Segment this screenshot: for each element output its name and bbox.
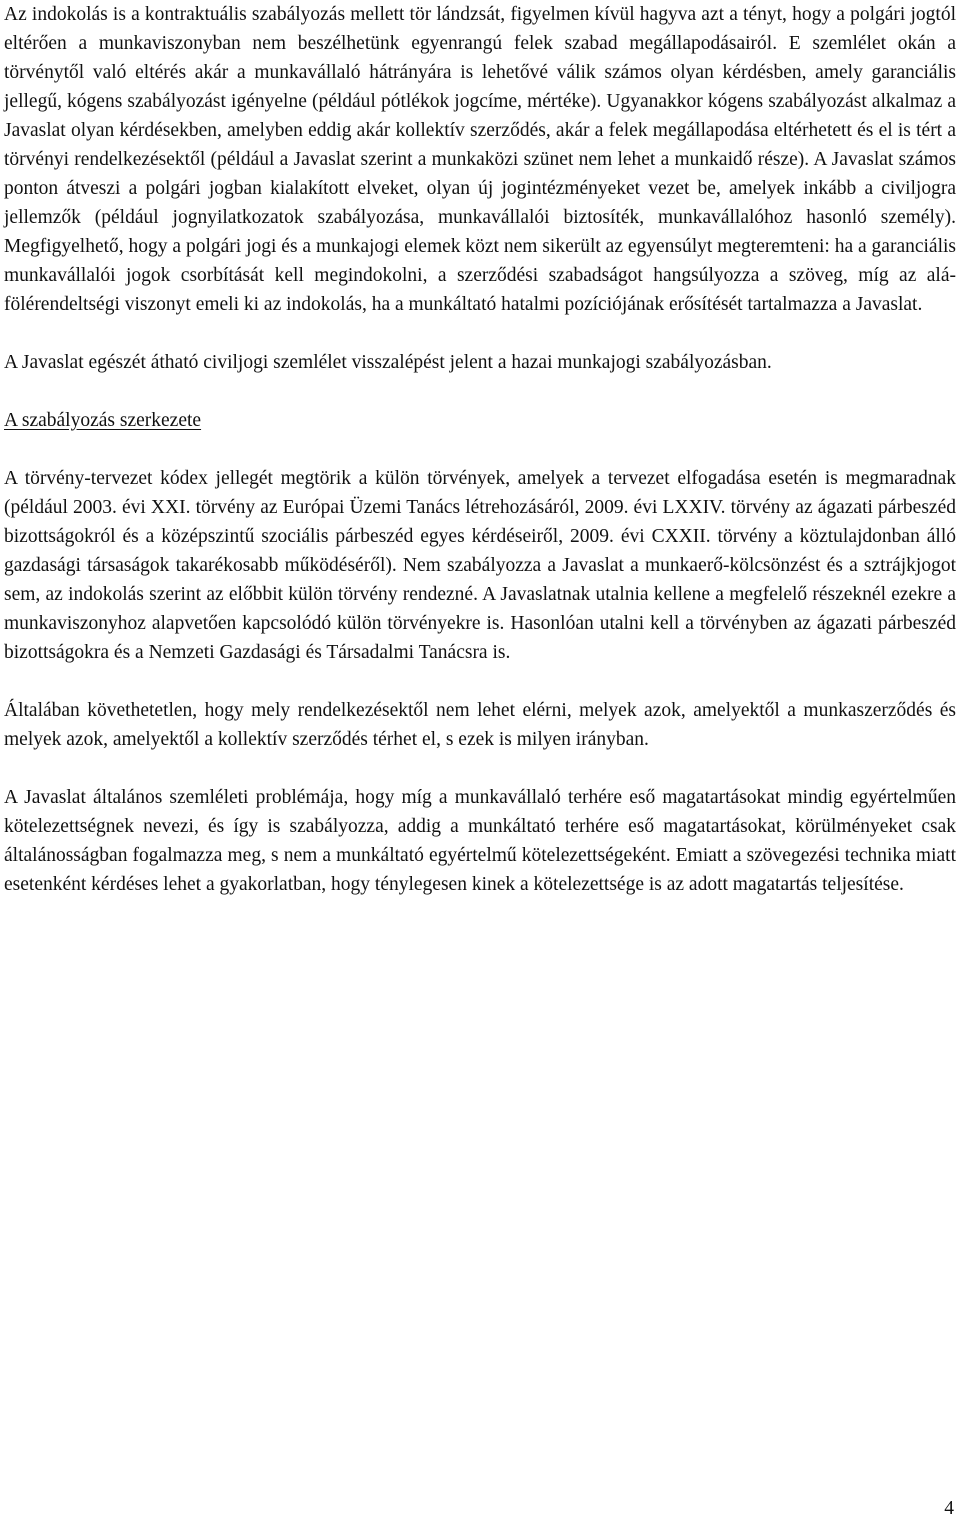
section-heading: A szabályozás szerkezete (4, 410, 202, 431)
paragraph-spacer (4, 377, 956, 406)
paragraph-spacer (4, 319, 956, 348)
paragraph-obligations: A Javaslat általános szemléleti problémája, hogy míg a munkavállaló terhére eső magatartásokat mindig egyértelműen kötelezettségnek nevezi, és így is szabályozza, addig a munkáltató terhére eső magatartásokat, körülményeket csak általánosságban fogalmazza meg, s nem a munkáltató egyértelmű kötelezettségeként. Emiatt a szövegezési technika miatt esetenként kérdéses lehet a gyakorlatban, hogy ténylegesen kinek a kötelezettsége is az adott magatartás teljesítése. (4, 787, 956, 895)
page-number: 4 (944, 1498, 954, 1519)
paragraph-deviation: Általában követhetetlen, hogy mely rendelkezésektől nem lehet elérni, melyek azok, amelyektől a munkaszerződés és melyek azok, amelyektől a kollektív szerződés térhet el, s ezek is milyen irányban. (4, 700, 956, 750)
paragraph-civil-law-approach: Az indokolás is a kontraktuális szabályozás mellett tör lándzsát, figyelmen kívül hagyva azt a tényt, hogy a polgári jogtól eltérően a munkaviszonyban nem beszélhetünk egyenrangú felek szabad megállapodásairól. E szemlélet okán a törvénytől való eltérés akár a munkavállaló hátrányára is lehetővé válik számos olyan kérdésben, amely garanciális jellegű, kógens szabályozást igényelne (például pótlékok jogcíme, mértéke). Ugyanakkor kógens szabályozást alkalmaz a Javaslat olyan kérdésekben, amelyben eddig akár kollektív szerződés, akár a felek megállapodása eltérhetett és el is tért a törvényi rendelkezésektől (például a Javaslat szerint a munkaközi szünet nem lehet a munkaidő része). A Javaslat számos ponton átveszi a polgári jogban kialakított elveket, olyan új jogintézményeket vezet be, amelyek inkább a civiljogra jellemzők (például jognyilatkozatok szabályozása, munkavállalói biztosíték, munkavállalóhoz hasonló személy). Megfigyelhető, hogy a polgári jogi és a munkajogi elemek közt nem sikerült az egyensúlyt megteremteni: ha a garanciális munkavállalói jogok csorbítását kell megindokolni, a szerződési szabadságot hangsúlyozza a szöveg, míg az alá-fölérendeltségi viszonyt emeli ki az indokolás, ha a munkáltató hatalmi pozíciójának erősítését tartalmazza a Javaslat. (4, 4, 956, 315)
paragraph-structure: A törvény-tervezet kódex jellegét megtörik a külön törvények, amelyek a tervezet elfogadása esetén is megmaradnak (például 2003. évi XXI. törvény az Európai Üzemi Tanács létrehozásáról, 2009. évi LXXIV. törvény az ágazati párbeszéd bizottságokról és a középszintű szociális párbeszéd egyes kérdéseiről, 2009. évi CXXII. törvény a köztulajdonban álló gazdasági társaságok takarékosabb működéséről). Nem szabályozza a Javaslat a munkaerő-kölcsönzést és a sztrájkjogot sem, az indokolás szerint az előbbit külön törvény rendezné. A Javaslatnak utalnia kellene a megfelelő részeknél ezekre a munkaviszonyhoz alapvetően kapcsolódó külön törvényekre is. Hasonlóan utalni kell a törvényben az ágazati párbeszéd bizottságokra és a Nemzeti Gazdasági és Társadalmi Tanácsra is. (4, 468, 956, 663)
paragraph-spacer (4, 435, 956, 464)
paragraph-spacer (4, 754, 956, 783)
paragraph-summary: A Javaslat egészét átható civiljogi szemlélet visszalépést jelent a hazai munkajogi szabályozásban. (4, 352, 772, 373)
paragraph-spacer (4, 667, 956, 696)
